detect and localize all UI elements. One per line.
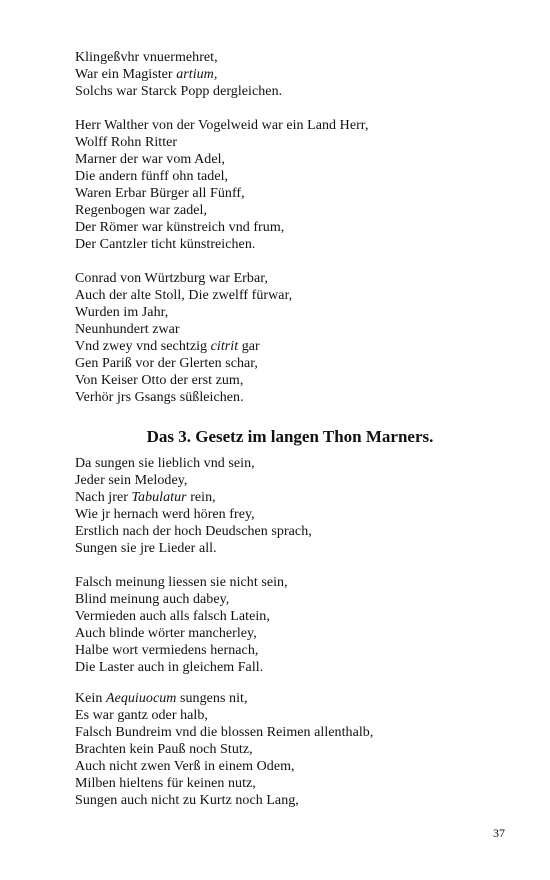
verse-line: Marner der war vom Adel, — [75, 152, 226, 167]
verse-line: Blind meinung auch dabey, — [75, 592, 230, 607]
verse-line: Auch nicht zwen Verß in einem Odem, — [75, 759, 295, 774]
italic-term: artium, — [176, 67, 218, 82]
stanza-6 — [75, 690, 515, 809]
verse-line: Falsch Bundreim vnd die blossen Reimen allenthalb, — [75, 725, 374, 740]
verse-line: War ein Magister artium, — [75, 67, 218, 82]
stanza-2 — [75, 117, 515, 253]
stanza-5 — [75, 574, 515, 676]
verse-line: Klingeßvhr vnuermehret, — [75, 50, 218, 65]
verse-line: Vermieden auch alls falsch Latein, — [75, 609, 270, 624]
verse-line: Wie jr hernach werd hören frey, — [75, 507, 255, 522]
verse-line: Der Cantzler ticht künstreichen. — [75, 237, 256, 252]
verse-line: Gen Pariß vor der Glerten schar, — [75, 356, 258, 371]
verse-line: Vnd zwey vnd sechtzig citrit gar — [75, 339, 260, 354]
italic-term: Aequiuocum — [105, 691, 177, 706]
verse-line: Wolff Rohn Ritter — [75, 135, 178, 150]
verse-line: Die Laster auch in gleichem Fall. — [75, 660, 264, 675]
verse-line: Auch der alte Stoll, Die zwelff fürwar, — [75, 288, 293, 303]
italic-term: Tabulatur — [131, 490, 187, 505]
verse-line: Neunhundert zwar — [75, 322, 180, 337]
verse-line: Milben hieltens für keinen nutz, — [75, 776, 256, 791]
page-number: 37 — [493, 826, 505, 840]
verse-line: Wurden im Jahr, — [75, 305, 169, 320]
verse-line: Es war gantz oder halb, — [75, 708, 208, 723]
verse-line: Sungen sie jre Lieder all. — [75, 541, 217, 556]
verse-line: Der Römer war künstreich vnd frum, — [75, 220, 285, 235]
verse-line: Regenbogen war zadel, — [75, 203, 208, 218]
verse-line: Solchs war Starck Popp dergleichen. — [75, 84, 283, 99]
verse-line: Halbe wort vermiedens hernach, — [75, 643, 259, 658]
stanza-3 — [75, 270, 515, 406]
verse-line: Herr Walther von der Vogelweid war ein Land Herr, — [75, 118, 369, 133]
verse-line: Verhör jrs Gsangs süßleichen. — [75, 390, 244, 405]
stanza-1 — [75, 49, 515, 100]
verse-line: Sungen auch nicht zu Kurtz noch Lang, — [75, 793, 299, 808]
stanza-4 — [75, 455, 515, 557]
verse-line: Conrad von Würtzburg war Erbar, — [75, 271, 268, 286]
verse-line: Da sungen sie lieblich vnd sein, — [75, 456, 255, 471]
section-heading: Das 3. Gesetz im langen Thon Marners. — [146, 427, 434, 446]
italic-term: citrit — [210, 339, 239, 354]
verse-line: Falsch meinung liessen sie nicht sein, — [75, 575, 288, 590]
verse-line: Erstlich nach der hoch Deudschen sprach, — [75, 524, 312, 539]
verse-line: Auch blinde wörter mancherley, — [75, 626, 257, 641]
verse-line: Brachten kein Pauß noch Stutz, — [75, 742, 253, 757]
verse-line: Nach jrer Tabulatur rein, — [75, 490, 216, 505]
verse-line: Von Keiser Otto der erst zum, — [75, 373, 244, 388]
verse-line: Die andern fünff ohn tadel, — [75, 169, 229, 184]
verse-line: Kein Aequiuocum sungens nit, — [75, 691, 248, 706]
verse-line: Jeder sein Melodey, — [75, 473, 188, 488]
verse-line: Waren Erbar Bürger all Fünff, — [75, 186, 245, 201]
